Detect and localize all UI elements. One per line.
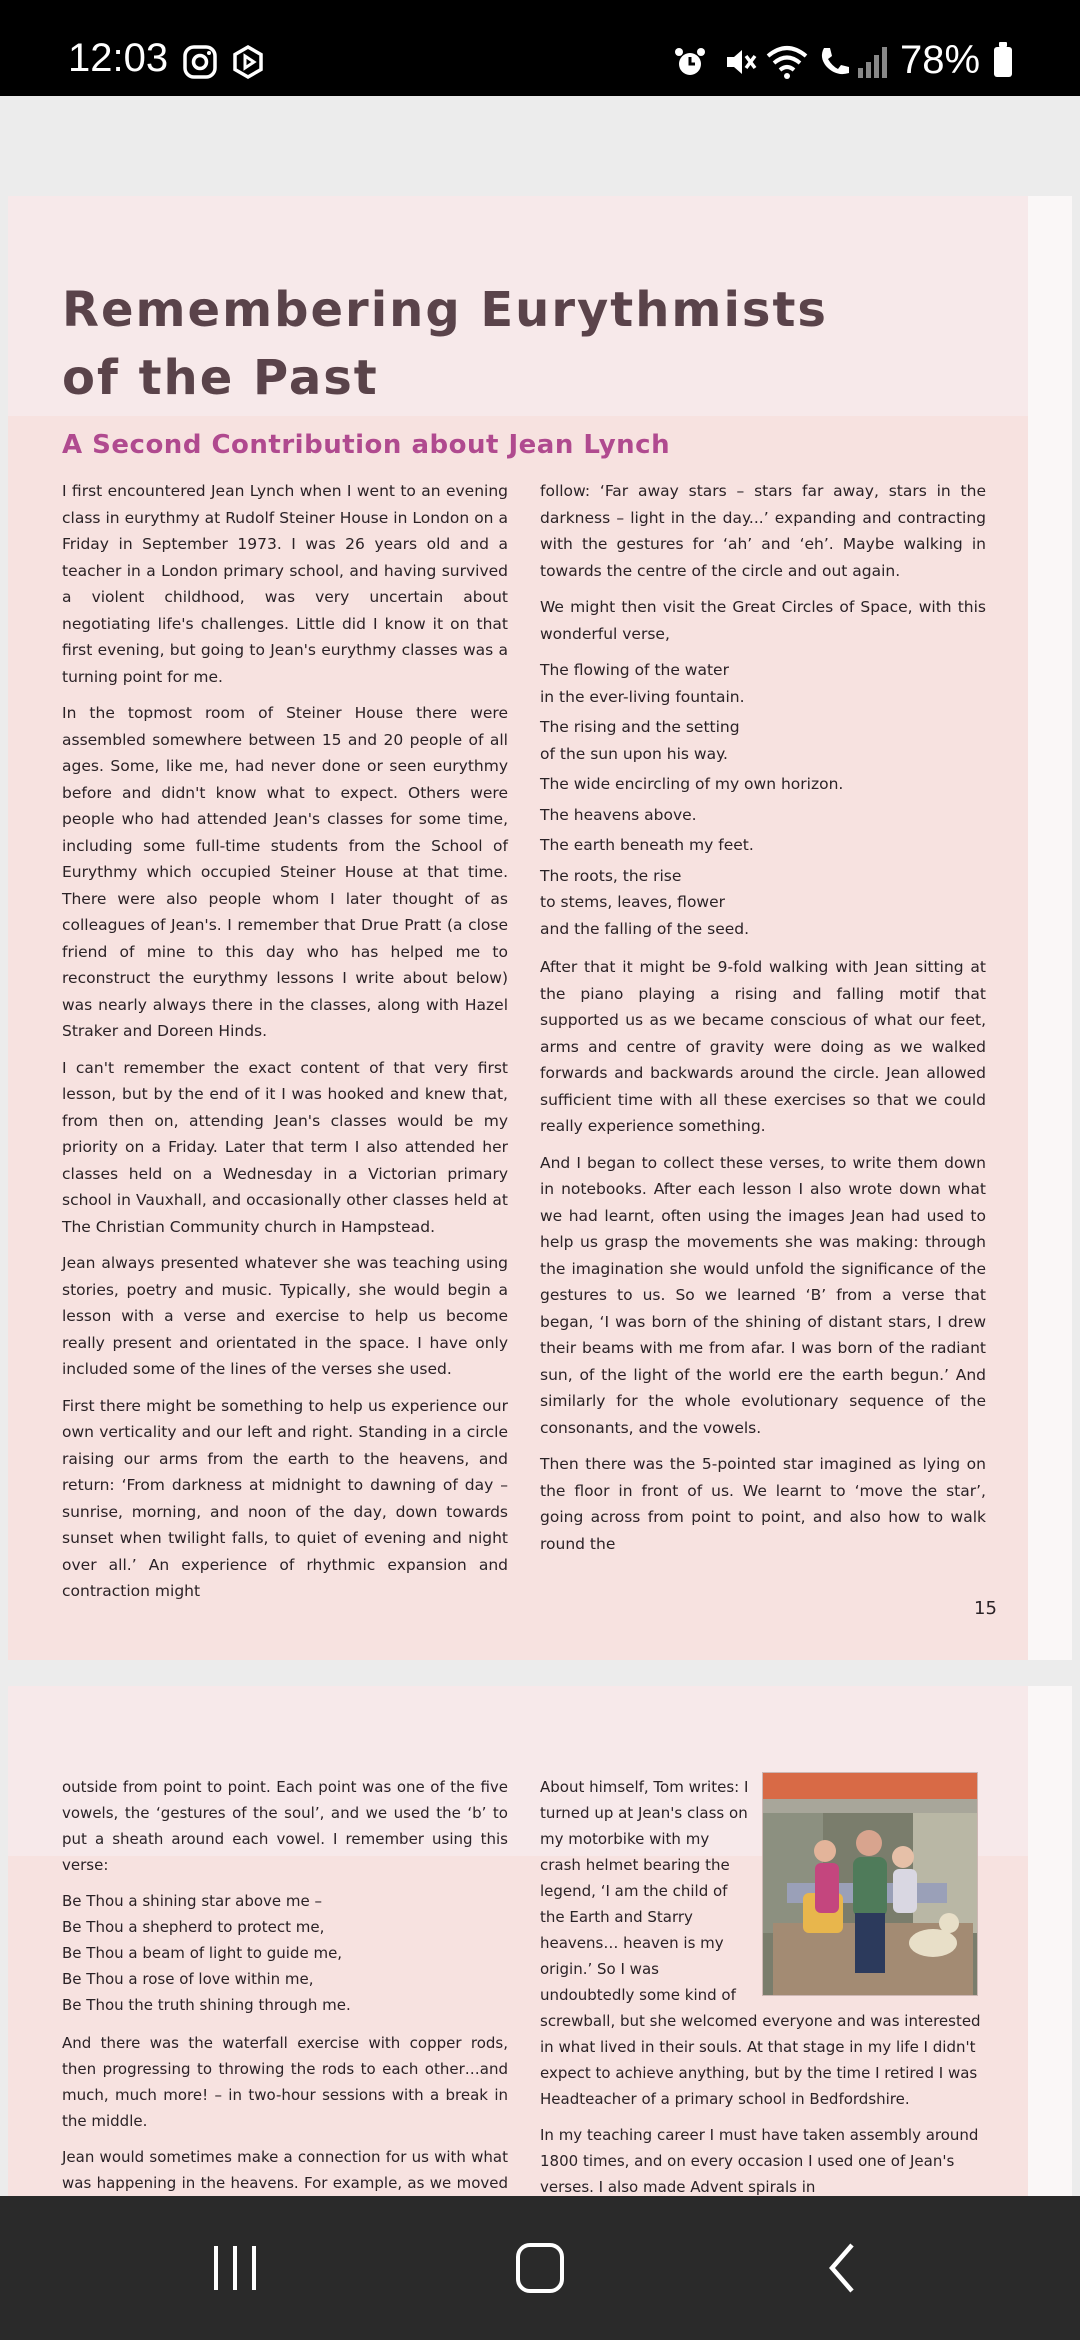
battery-percent: 78% xyxy=(900,38,981,82)
paragraph: We might then visit the Great Circles of Space, with this wonderful verse, xyxy=(540,598,986,643)
alarm-icon xyxy=(672,44,708,80)
verse-line: and the falling of the seed. xyxy=(540,919,750,938)
verse-line: Be Thou a rose of love within me, xyxy=(62,1970,314,1988)
paragraph: Then there was the 5-pointed star imagined as lying on the floor in front of us. We learnt to ‘move the star’, going across from point to point, and also how to walk round the xyxy=(540,1455,986,1553)
status-time: 12:03 xyxy=(68,36,169,80)
verse-line: The rising and the setting xyxy=(540,718,740,736)
article-title xyxy=(62,276,862,412)
paragraph: First there might be something to help us experience our own verticality and our left and right. Standing in a circle raising our arms from the earth to the heavens, and return: ‘From darkness at midnight to dawning of day – sunrise, morning, and noon of the day, down towards sunset when twilight falls, to quiet of evening and night over all.’ An experience of rhythmic expansion and contraction might xyxy=(62,1396,508,1600)
paragraph: outside from point to point. Each point was one of the five vowels, the ‘gestures of the soul’, and we used the ‘b’ to put a sheath around each vowel. I remember using this verse: xyxy=(62,1778,508,1874)
title-line: Remembering Eurythmists xyxy=(62,282,828,338)
navigation-bar xyxy=(0,2196,1080,2340)
app-icon xyxy=(230,44,266,80)
paragraph: In the topmost room of Steiner House there were assembled somewhere between 15 and 20 people of all ages. Some, like me, had never done or seen eurythmy before and didn't know what to expect. Others were people who had attended Jean's classes for some time, including some full-time students from the School of Eurythmy which occupied Steiner House at that time. There were also people whom I later thought of as colleagues of Jean's. I remember that Drue Pratt (a close friend of mine to this day who has helped me to reconstruct the eurythmy lessons I write about below) was nearly always there in the classes, along with Hazel Straker and Doreen Hinds. xyxy=(62,704,508,1040)
text-column-left xyxy=(62,478,508,1615)
verse-line: The flowing of the water xyxy=(540,661,729,679)
verse-line: The wide encircling of my own horizon. xyxy=(540,775,844,793)
text-column-right xyxy=(540,478,986,1567)
paragraph: Jean would sometimes make a connection for us with what was happening in the heavens. For example, as we moved xyxy=(62,2148,508,2192)
verse-line: Be Thou a beam of light to guide me, xyxy=(62,1944,343,1962)
verse-line: in the ever-living fountain. xyxy=(540,687,745,706)
verse-line: Be Thou a shepherd to protect me, xyxy=(62,1918,325,1936)
article-subtitle: A Second Contribution about Jean Lynch xyxy=(62,430,671,460)
paragraph: After that it might be 9-fold walking with Jean sitting at the piano playing a rising and falling motif that supported us as we became conscious of what our feet, arms and centre of gravity were doing as we walked forwards and backwards around the circle. Jean allowed sufficient time with all these exercises so that we could really experience something. xyxy=(540,958,986,1135)
paragraph: screwball, but she welcomed everyone and was interested in what lived in their souls. At that stage in my life I didn't expect to achieve anything, but by the time I retired I was Headteacher of a primary school in Bedfordshire. xyxy=(540,2012,981,2108)
paragraph: In my teaching career I must have taken assembly around 1800 times, and on every occasion I used one of Jean's verses. I also made Advent spirals in xyxy=(540,2126,979,2196)
paragraph: And I began to collect these verses, to write them down in notebooks. After each lesson I also wrote down what we had learnt, often using the images Jean had used to help us grasp the movements she was making: through the imagination she would unfold the significance of the gestures to us. So we learned ‘B’ from a verse that began, ‘I was born of the shining of distant stars, I drew their beams with me from afar. I was born of the radiant sun, of the light of the world ere the earth begun.’ And similarly for the whole evolutionary sequence of the consonants, and the vowels. xyxy=(540,1153,986,1437)
paragraph: Jean always presented whatever she was teaching using stories, poetry and music. Typically, she would begin a lesson with a verse and exercise to help us become really present and orientated in the space. I have only included some of the lines of the verses she used. xyxy=(62,1254,508,1378)
verse-line: The roots, the rise xyxy=(540,866,682,885)
paragraph: I can't remember the exact content of that very first lesson, but by the end of it I was hooked and knew that, from then on, attending Jean's classes would be my priority on a Friday. Later that term I also attended her classes held on a Wednesday in a Victorian primary school in Vauxhall, and occasionally other classes held at The Christian Community church in Hampstead. xyxy=(62,1058,508,1236)
verse-line: Be Thou the truth shining through me. xyxy=(62,1996,351,2014)
status-bar xyxy=(0,0,1080,96)
call-icon xyxy=(816,44,852,80)
paragraph: And there was the waterfall exercise with copper rods, then progressing to throwing the rods to each other…and much, much more! – in two-hour sessions with a break in the middle. xyxy=(62,2034,508,2130)
page-number: 15 xyxy=(974,1598,997,1619)
paragraph: About himself, Tom writes: I turned up at Jean's class on my motorbike with my crash helmet bearing the legend, ‘I am the child of the Earth and Starry heavens… heaven is my origin.’ So I was undoubtedly some kind of xyxy=(540,1778,749,2004)
paragraph: I first encountered Jean Lynch when I went to an evening class in eurythmy at Rudolf Steiner House in London on a Friday in September 1973. I was 26 years old and a teacher in a London primary school, and having survived a violent childhood, was very uncertain about negotiating life's challenges. Little did I know it on that first evening, but going to Jean's eurythmy classes was a turning point for me. xyxy=(62,482,508,686)
back-icon[interactable] xyxy=(822,2240,862,2296)
title-line: of the Past xyxy=(62,350,379,406)
verse-line: to stems, leaves, flower xyxy=(540,893,726,911)
document-page xyxy=(8,196,1072,1660)
verse-line: Be Thou a shining star above me – xyxy=(62,1892,323,1910)
verse-line: The earth beneath my feet. xyxy=(540,836,754,854)
paragraph: follow: ‘Far away stars – stars far away, stars in the darkness – light in the day...’ expanding and contracting with the gestures for ‘ah’ and ‘eh’. Maybe walking in towards the centre of the circle and out again. xyxy=(540,482,986,580)
wifi-icon xyxy=(766,44,808,80)
instagram-icon xyxy=(182,44,218,80)
recent-apps-icon[interactable] xyxy=(210,2240,260,2296)
document-viewer[interactable] xyxy=(0,96,1080,2196)
mute-icon xyxy=(722,44,758,80)
photo xyxy=(762,1772,978,1996)
verse-line: of the sun upon his way. xyxy=(540,744,728,763)
battery-icon xyxy=(994,47,1012,77)
home-icon[interactable] xyxy=(510,2240,570,2296)
signal-icon xyxy=(856,44,892,80)
verse-line: The heavens above. xyxy=(540,805,697,824)
